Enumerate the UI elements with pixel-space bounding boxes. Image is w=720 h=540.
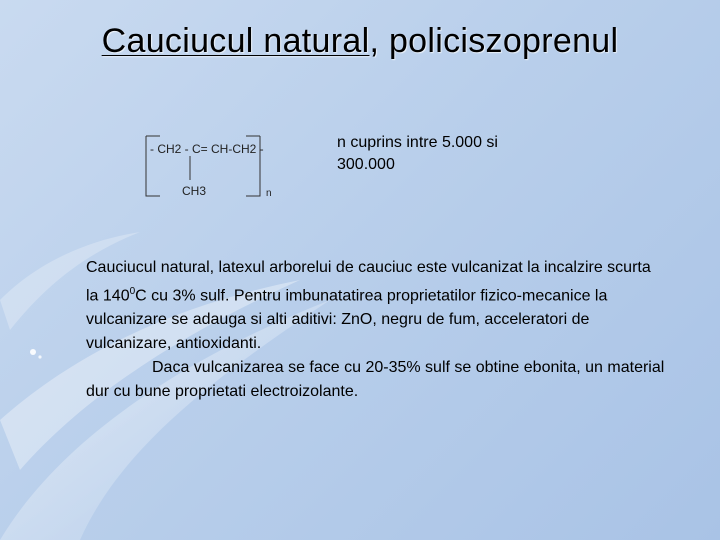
slide-title-underlined: Cauciucul natural (101, 22, 370, 60)
p1-text-b: C cu 3% sulf. Pentru imbunatatirea proprietatilor fizico-mecanice la vulcanizare se adauga si alti aditivi: ZnO, negru de fum, acceleratori de vulcanizare, antioxidanti. (86, 287, 608, 353)
slide-title-rest: , policiszoprenul (369, 22, 619, 60)
formula-subscript-n: n (266, 188, 272, 199)
formula-brackets (140, 128, 280, 208)
p1-text-a: Cauciucul natural, latexul arborelui de cauciuc este vulcanizat la incalzire scurta la 140 (86, 259, 651, 305)
body-text (86, 256, 666, 404)
paragraph-ebonite: Daca vulcanizarea se face cu 20-35% sulf se obtine ebonita, un material dur cu bune proprietati electroizolante. (86, 359, 665, 401)
slide-title (0, 22, 720, 61)
polyisoprene-formula (140, 128, 280, 208)
note-line-2: 300.000 (337, 156, 395, 173)
molecular-range-note (337, 132, 557, 176)
formula-substituent: CH3 (182, 184, 207, 198)
degree-superscript: 0 (129, 286, 136, 297)
formula-main-chain: - CH2 - C= CH-CH2 - (150, 142, 264, 156)
note-line-1: n cuprins intre 5.000 si (337, 134, 498, 151)
paragraph-vulcanization (86, 256, 666, 356)
